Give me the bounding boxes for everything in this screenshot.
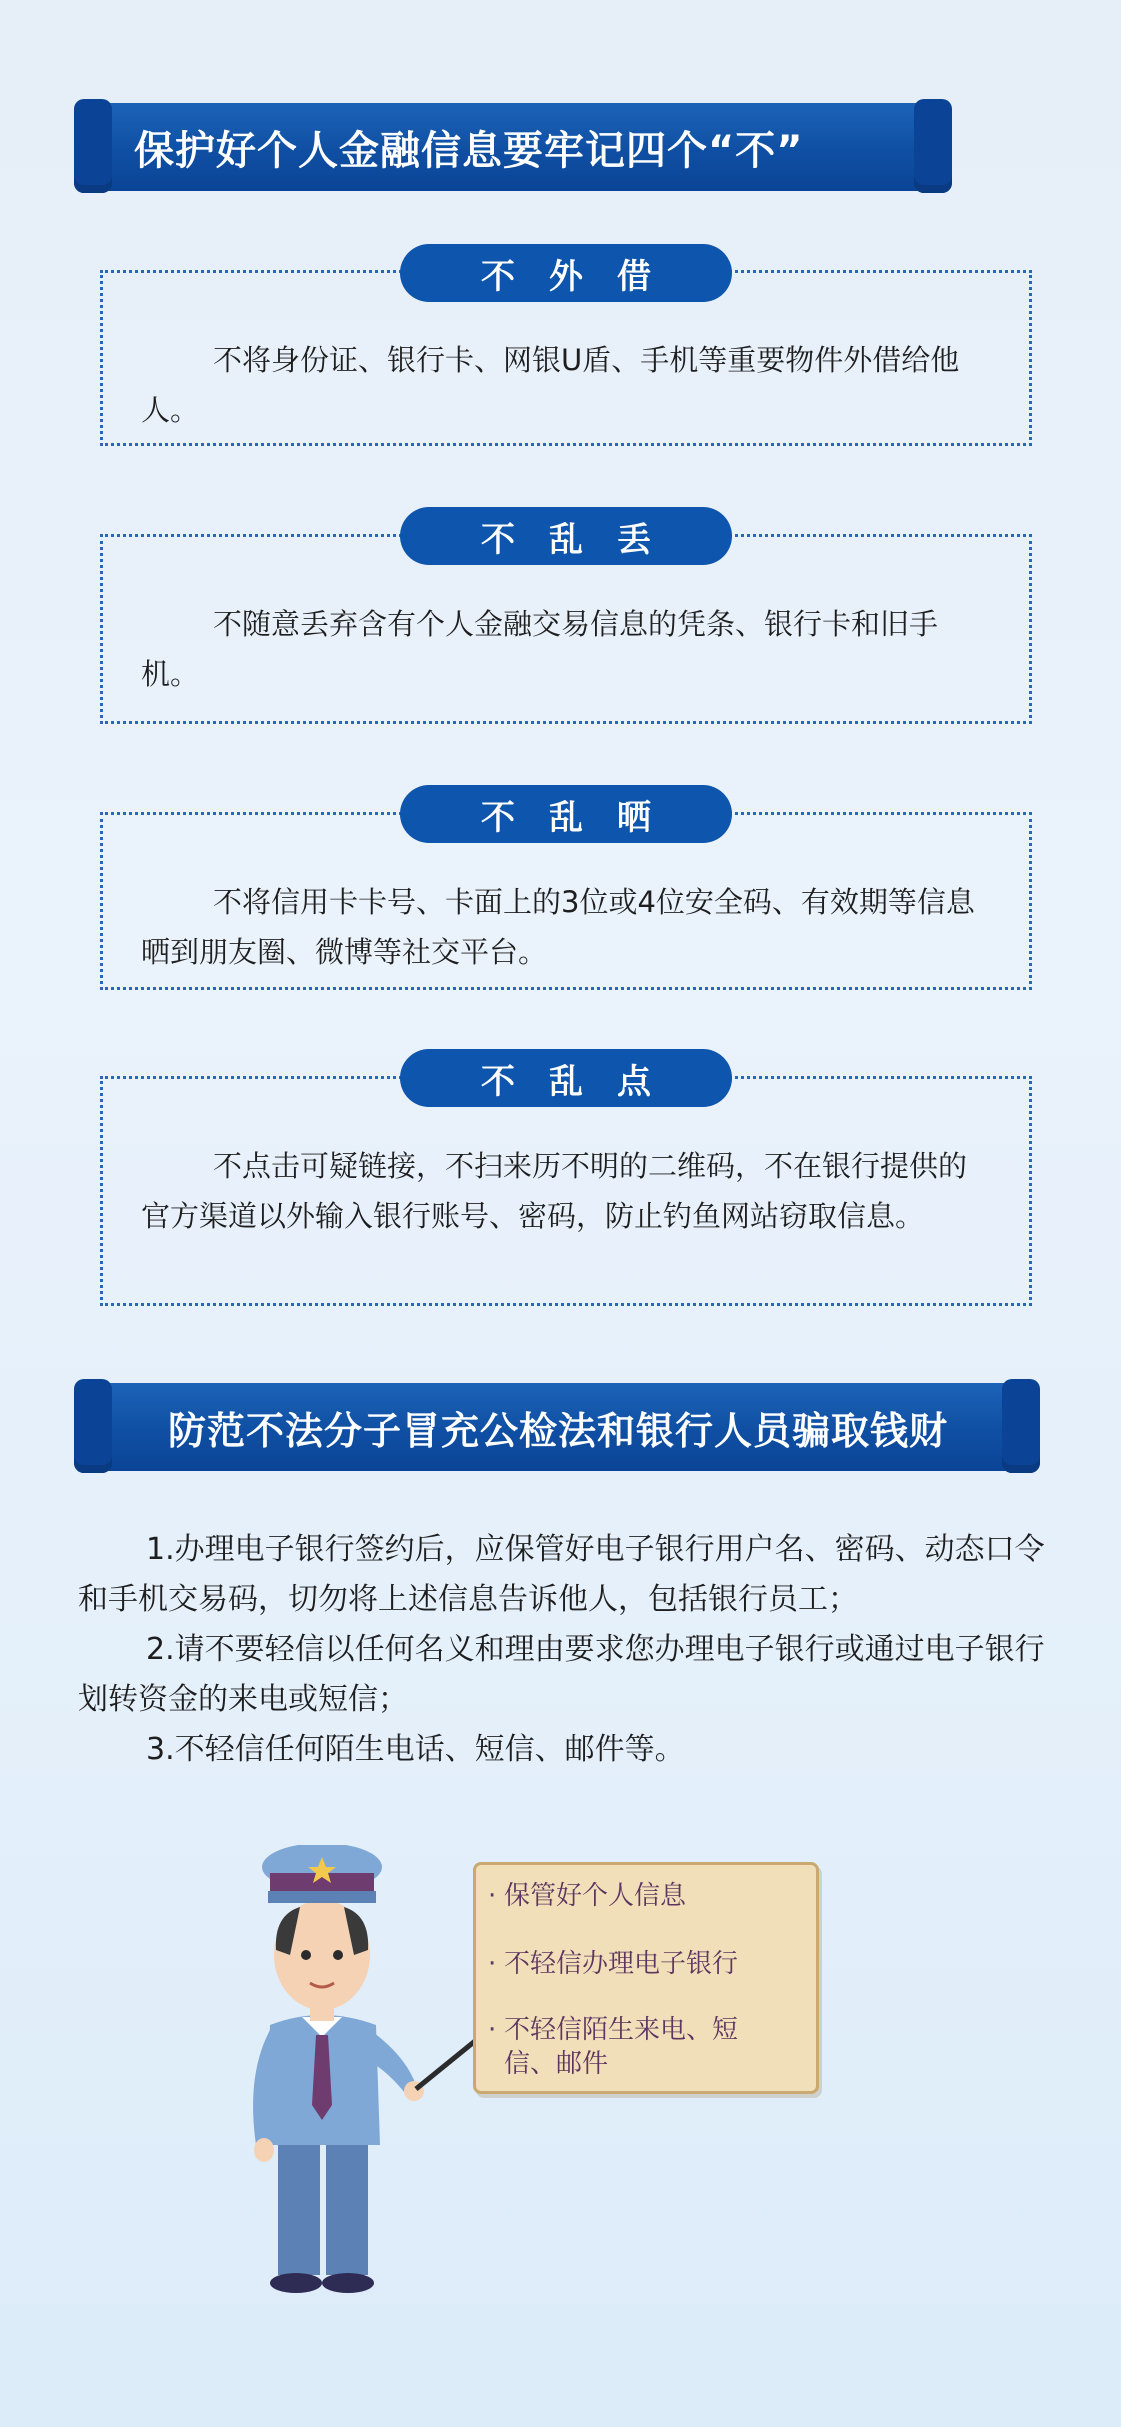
section2-title: 防范不法分子冒充公检法和银行人员骗取钱财	[168, 1408, 949, 1453]
section2-item-3: 3.不轻信任何陌生电话、短信、邮件等。	[146, 1732, 685, 1767]
bullet-icon: ·	[488, 1881, 497, 1911]
section2-item-1: 1.办理电子银行签约后，应保管好电子银行用户名、密码、动态口令和手机交易码，切勿将上述信息告诉他人，包括银行员工；	[78, 1532, 1045, 1617]
banner-left-cap	[74, 1379, 112, 1473]
rule-text-4: 不点击可疑链接，不扫来历不明的二维码，不在银行提供的官方渠道以外输入银行账号、密码，防止钓鱼网站窃取信息。	[141, 1149, 968, 1233]
rule-box-4	[100, 1076, 1032, 1306]
rule-text-3: 不将信用卡卡号、卡面上的3位或4位安全码、有效期等信息晒到朋友圈、微博等社交平台。	[141, 885, 975, 969]
section2-item-2: 2.请不要轻信以任何名义和理由要求您办理电子银行或通过电子银行划转资金的来电或短信；	[78, 1632, 1045, 1717]
banner-left-cap	[74, 99, 112, 193]
rule-label-3: 不乱晒	[400, 785, 732, 843]
rule-text-1: 不将身份证、银行卡、网银U盾、手机等重要物件外借给他人。	[141, 343, 960, 427]
rule-label-4: 不乱点	[400, 1049, 732, 1107]
section2-banner	[78, 1383, 1036, 1471]
section2-list	[78, 1525, 1068, 1775]
banner-right-cap	[914, 99, 952, 193]
rule-text-2: 不随意丢弃含有个人金融交易信息的凭条、银行卡和旧手机。	[141, 607, 939, 691]
board-item-3: · 不轻信陌生来电、短信、邮件	[488, 2015, 739, 2079]
bullet-icon: ·	[488, 2015, 497, 2045]
rule-label-2: 不乱丢	[400, 507, 732, 565]
banner-right-cap	[1002, 1379, 1040, 1473]
bullet-icon: ·	[488, 1949, 497, 1979]
section1-banner	[78, 103, 948, 191]
board-item-1: · 保管好个人信息	[488, 1881, 687, 1911]
police-officer-illustration	[230, 1845, 490, 2315]
rule-label-1: 不外借	[400, 244, 732, 302]
board-item-2: · 不轻信办理电子银行	[488, 1949, 739, 1979]
info-board	[473, 1862, 819, 2094]
section1-title: 保护好个人金融信息要牢记四个“不”	[134, 127, 804, 174]
